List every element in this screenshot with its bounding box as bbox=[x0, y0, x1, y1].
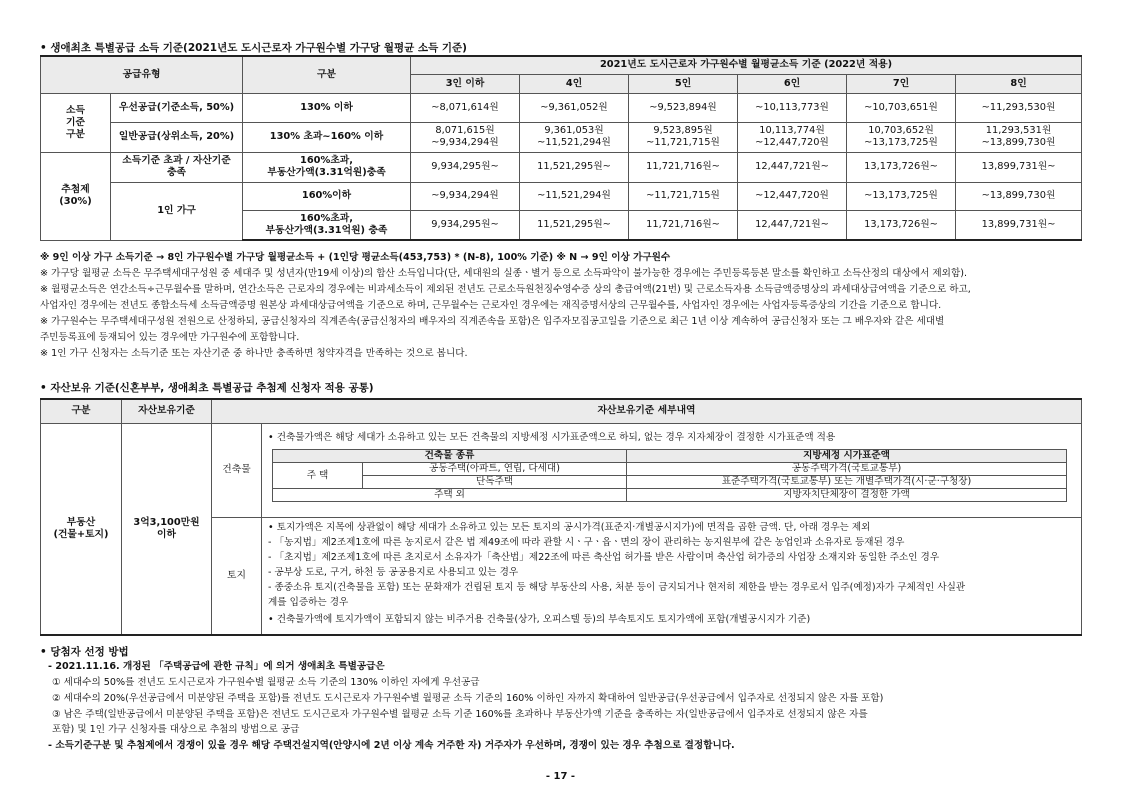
income-table bbox=[40, 55, 1082, 241]
cell: ~13,173,725원 bbox=[847, 182, 956, 210]
selection-line: 포함) 및 1인 가구 신청자를 대상으로 추첨의 방법으로 공급 bbox=[52, 724, 300, 735]
cell: ~9,523,894원 bbox=[629, 93, 738, 122]
inner-cell: 공동주택가격(국토교통부) bbox=[627, 463, 1067, 476]
cell: ~8,071,614원 bbox=[411, 93, 520, 122]
note-line: ※ 1인 가구 신청자는 소득기준 또는 자산기준 중 하나만 충족하면 청약자격을 만족하는 것으로 봅니다. bbox=[40, 348, 468, 359]
row-type: 우선공급(기준소득, 50%) bbox=[111, 93, 243, 122]
cell: ~9,361,052원 bbox=[520, 93, 629, 122]
note-line: ※ 9인 이상 가구 소득기준 → 8인 가구원수별 가구당 월평균소득 + (1인당 평균소득(453,753) * (N-8), 100% 기준) ※ N → 9인 이상 가구원수 bbox=[40, 252, 671, 263]
row-div: 160%초과, 부동산가액(3.31억원)충족 bbox=[243, 152, 411, 182]
land-bullet: 계를 입증하는 경우 bbox=[268, 597, 349, 608]
cell: 13,173,726원~ bbox=[847, 152, 956, 182]
inner-header: 건축물 종류 bbox=[273, 450, 627, 463]
selection-line: - 2021.11.16. 개정된 「주택공급에 관한 규칙」에 의거 생애최초 특별공급은 bbox=[48, 661, 385, 672]
note-line: ※ 월평균소득은 연간소득÷근무월수를 말하며, 연간소득은 근로자의 경우에는 비과세소득이 제외된 전년도 근로소득원천징수영수증 상의 총급여액(21번) 및 근로소득자용 소득금액증명상의 과세대상급여액을 기준으로 하고, bbox=[40, 284, 971, 295]
land-bullet: • 토지가액은 지목에 상관없이 해당 세대가 소유하고 있는 모든 토지의 공시가격(표준지·개별공시지가)에 면적을 곱한 금액. 단, 아래 경우는 제외 bbox=[268, 522, 871, 533]
note-line: ※ 가구당 월평균 소득은 무주택세대구성원 중 세대주 및 성년자(만19세 이상)의 합산 소득입니다(단, 세대원의 실종ㆍ별거 등으로 소득파악이 불가능한 경우에는 주민등록등본 말소를 확인하고 소득산정의 대상에서 제외함). bbox=[40, 268, 967, 279]
header-col: 6인 bbox=[738, 74, 847, 93]
land-label: 토지 bbox=[212, 517, 262, 635]
cell: 8,071,615원 ~9,934,294원 bbox=[411, 122, 520, 152]
building-type-table bbox=[272, 449, 1067, 502]
asset-section-title: • 자산보유 기준(신혼부부, 생애최초 특별공급 추첨제 신청자 적용 공통) bbox=[40, 382, 374, 394]
cell: 9,361,053원 ~11,521,294원 bbox=[520, 122, 629, 152]
land-bullet: • 건축물가액에 토지가액이 포함되지 않는 비주거용 건축물(상가, 오피스텔 등)의 부속토지도 토지가액에 포함(개별공시지가 기준) bbox=[268, 614, 811, 625]
row-div: 160%초과, 부동산가액(3.31억원) 충족 bbox=[243, 210, 411, 240]
row-type: 소득기준 초과 / 자산기준 충족 bbox=[111, 152, 243, 182]
cell: ~12,447,720원 bbox=[738, 182, 847, 210]
realty-label: 부동산 (건물+토지) bbox=[41, 423, 122, 635]
header-col: 5인 bbox=[629, 74, 738, 93]
inner-cell: 표준주택가격(국토교통부) 또는 개별주택가격(시·군·구청장) bbox=[627, 476, 1067, 489]
cell: ~11,521,294원 bbox=[520, 182, 629, 210]
cell: 11,721,716원~ bbox=[629, 152, 738, 182]
cell: 9,523,895원 ~11,721,715원 bbox=[629, 122, 738, 152]
row-type: 1인 가구 bbox=[111, 182, 243, 240]
cell: 12,447,721원~ bbox=[738, 152, 847, 182]
cell: ~11,721,715원 bbox=[629, 182, 738, 210]
cell: ~11,293,530원 bbox=[956, 93, 1082, 122]
header-division: 구분 bbox=[243, 56, 411, 93]
selection-line: ① 세대수의 50%를 전년도 도시근로자 가구원수별 월평균 소득 기준의 130% 이하인 자에게 우선공급 bbox=[52, 677, 480, 688]
inner-cell: 주택 외 bbox=[273, 489, 627, 502]
header-income-group: 2021년도 도시근로자 가구원수별 월평균소득 기준 (2022년 적용) bbox=[411, 56, 1082, 74]
cell: 12,447,721원~ bbox=[738, 210, 847, 240]
income-group-label: 소득 기준 구분 bbox=[41, 93, 111, 152]
building-bullet: • 건축물가액은 해당 세대가 소유하고 있는 모든 건축물의 지방세정 시가표준액으로 하되, 없는 경우 지자체장이 결정한 시가표준액 적용 bbox=[268, 432, 836, 443]
row-div: 130% 이하 bbox=[243, 93, 411, 122]
header-col: 4인 bbox=[520, 74, 629, 93]
cell: 11,521,295원~ bbox=[520, 210, 629, 240]
land-bullet: - 「초지법」제2조제1호에 따른 초지로서 소유자가「축산법」제22조에 따른 축산업 허가를 받은 사람이며 축산업 허가증의 사업장 소재지와 동일한 주소인 경우 bbox=[268, 552, 940, 563]
note-line: ※ 가구원수는 무주택세대구성원 전원으로 산정하되, 공급신청자의 직계존속(공급신청자의 배우자의 직계존속을 포함)은 입주자모집공고일을 기준으로 최근 1년 이상 계속하여 공급신청자 또는 그 배우자와 같은 세대별 bbox=[40, 316, 945, 327]
cell: ~10,113,773원 bbox=[738, 93, 847, 122]
building-label: 건축물 bbox=[212, 423, 262, 517]
land-bullet: - 공부상 도로, 구거, 하천 등 공공용지로 사용되고 있는 경우 bbox=[268, 567, 519, 578]
land-bullet: - 종중소유 토지(건축물을 포함) 또는 문화재가 건립된 토지 등 해당 부동산의 사용, 처분 등이 금지되거나 현저히 제한을 받는 경우로서 입주(예정)자가 구체적인 사실관 bbox=[268, 582, 966, 593]
row-div: 130% 초과~160% 이하 bbox=[243, 122, 411, 152]
cell: 13,173,726원~ bbox=[847, 210, 956, 240]
note-line: 주민등록표에 등재되어 있는 경우에만 가구원수에 포함합니다. bbox=[40, 332, 300, 343]
selection-line: - 소득기준구분 및 추첨제에서 경쟁이 있을 경우 해당 주택건설지역(안양시에 2년 이상 계속 거주한 자) 거주자가 우선하며, 경쟁이 있는 경우 추첨으로 결정합니다. bbox=[48, 740, 735, 751]
inner-cell: 지방자치단체장이 결정한 가액 bbox=[627, 489, 1067, 502]
selection-section-title: • 당첨자 선정 방법 bbox=[40, 646, 129, 658]
inner-cell: 단독주택 bbox=[363, 476, 627, 489]
selection-line: ② 세대수의 20%(우선공급에서 미분양된 주택을 포함)를 전년도 도시근로자 가구원수별 월평균 소득 기준의 160% 이하인 자까지 확대하여 일반공급(우선공급에서 입주자로 선정되지 않은 자를 포함) bbox=[52, 693, 884, 704]
header-col: 7인 bbox=[847, 74, 956, 93]
header-col: 8인 bbox=[956, 74, 1082, 93]
row-type: 일반공급(상위소득, 20%) bbox=[111, 122, 243, 152]
cell: ~13,899,730원 bbox=[956, 182, 1082, 210]
asset-amount: 3억3,100만원 이하 bbox=[122, 423, 212, 635]
page-number: - 17 - bbox=[545, 771, 576, 782]
cell: 13,899,731원~ bbox=[956, 210, 1082, 240]
cell: ~9,934,294원 bbox=[411, 182, 520, 210]
cell: 11,293,531원 ~13,899,730원 bbox=[956, 122, 1082, 152]
cell: 11,721,716원~ bbox=[629, 210, 738, 240]
row-div: 160%이하 bbox=[243, 182, 411, 210]
cell: 13,899,731원~ bbox=[956, 152, 1082, 182]
cell: 10,703,652원 ~13,173,725원 bbox=[847, 122, 956, 152]
selection-line: ③ 남은 주택(일반공급에서 미분양된 주택을 포함)은 전년도 도시근로자 가구원수별 월평균 소득 기준 160%를 초과하나 부동산가액 기준을 충족하는 자(일반공급에서 입주자로 선정되지 않은 자를 bbox=[52, 709, 868, 720]
inner-header: 지방세정 시가표준액 bbox=[627, 450, 1067, 463]
cell: 10,113,774원 ~12,447,720원 bbox=[738, 122, 847, 152]
cell: 11,521,295원~ bbox=[520, 152, 629, 182]
header-division: 구분 bbox=[41, 399, 122, 423]
header-col: 3인 이하 bbox=[411, 74, 520, 93]
lottery-group-label: 추첨제 (30%) bbox=[41, 152, 111, 240]
cell: ~10,703,651원 bbox=[847, 93, 956, 122]
income-section-title: • 생애최초 특별공급 소득 기준(2021년도 도시근로자 가구원수별 가구당 월평균 소득 기준) bbox=[40, 42, 467, 54]
header-supply-type: 공급유형 bbox=[41, 56, 243, 93]
header-asset-detail: 자산보유기준 세부내역 bbox=[212, 399, 1082, 423]
land-bullet: - 「농지법」제2조제1호에 따른 농지로서 같은 법 제49조에 따라 관할 시ㆍ구ㆍ읍ㆍ면의 장이 관리하는 농지원부에 같은 농업인과 소유자로 등재된 경우 bbox=[268, 537, 905, 548]
cell: 9,934,295원~ bbox=[411, 210, 520, 240]
inner-cell: 공동주택(아파트, 연립, 다세대) bbox=[363, 463, 627, 476]
house-label: 주 택 bbox=[273, 463, 363, 489]
header-asset-standard: 자산보유기준 bbox=[122, 399, 212, 423]
note-line: 사업자인 경우에는 전년도 종합소득세 소득금액증명 원본상 과세대상급여액을 기준으로 하며, 근무월수는 근로자인 경우에는 재직증명서상의 근무월수를, 사업자인 경우에는 사업자등록증상의 기간을 기준으로 합니다. bbox=[40, 300, 942, 311]
cell: 9,934,295원~ bbox=[411, 152, 520, 182]
